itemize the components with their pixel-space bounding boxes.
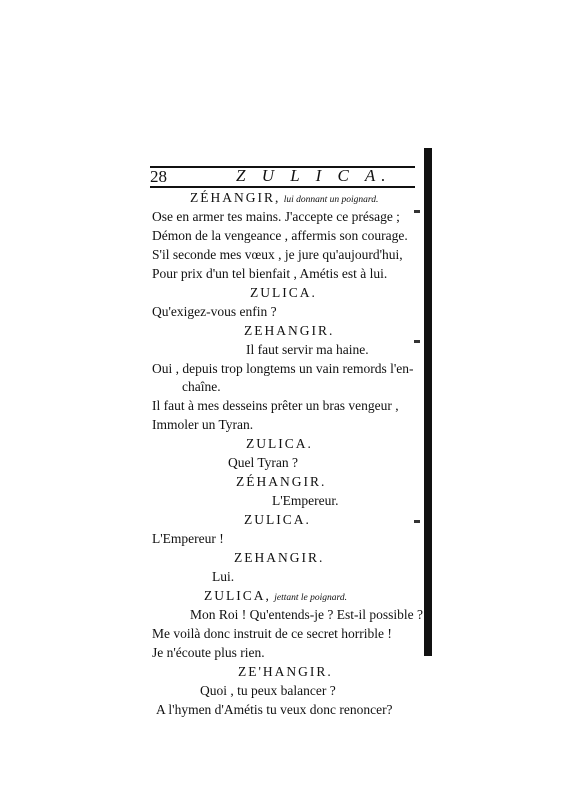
verse-line: Oui , depuis trop longtems un vain remords l'en- — [152, 361, 414, 376]
speaker-name: ZULICA. — [250, 285, 317, 300]
page-number: 28 — [150, 167, 167, 186]
verse-line: L'Empereur ! — [152, 531, 224, 546]
verse-line: Quoi , tu peux balancer ? — [200, 683, 336, 698]
page-edge-shadow — [424, 148, 432, 656]
edge-speck — [414, 340, 420, 343]
verse-line: A l'hymen d'Amétis tu veux donc renoncer? — [156, 702, 393, 717]
verse-line: Démon de la vengeance , affermis son courage. — [152, 228, 408, 243]
verse-line: Mon Roi ! Qu'entends-je ? Est-il possible ? — [190, 607, 424, 622]
verse-line: Il faut à mes desseins prêter un bras vengeur , — [152, 398, 399, 413]
verse-line: S'il seconde mes vœux , je jure qu'aujourd'hui, — [152, 247, 403, 262]
verse-line: Qu'exigez-vous enfin ? — [152, 304, 277, 319]
stage-direction: jettant le poignard. — [274, 593, 347, 603]
verse-line: Je n'écoute plus rien. — [152, 645, 265, 660]
verse-line: Immoler un Tyran. — [152, 417, 254, 432]
speaker-name: ZULICA. — [244, 512, 311, 527]
speaker-name: ZEHANGIR. — [234, 550, 325, 565]
speaker-name: ZULICA. — [246, 436, 313, 451]
verse-line: L'Empereur. — [272, 493, 339, 508]
speaker-line — [190, 191, 378, 206]
verse-line: Pour prix d'un tel bienfait , Amétis est à lui. — [152, 266, 388, 281]
speaker-name: ZEHANGIR. — [244, 323, 335, 338]
edge-speck — [414, 210, 420, 213]
header-bottom-rule — [150, 186, 415, 188]
edge-speck — [414, 520, 420, 523]
verse-line: chaîne. — [182, 379, 221, 394]
speaker-name: ZÉHANGIR. — [236, 474, 327, 489]
running-title: Z U L I C A. — [236, 166, 392, 185]
speaker-name: ZE'HANGIR. — [238, 664, 333, 679]
verse-line: Lui. — [212, 569, 235, 584]
speaker-name: ZÉHANGIR, — [190, 190, 281, 205]
verse-line: Me voilà donc instruit de ce secret horrible ! — [152, 626, 392, 641]
verse-line: Quel Tyran ? — [228, 455, 299, 470]
speaker-name: ZULICA, — [204, 588, 271, 603]
verse-line: Ose en armer tes mains. J'accepte ce présage ; — [152, 209, 400, 224]
verse-line: Il faut servir ma haine. — [246, 342, 369, 357]
speaker-line — [204, 589, 347, 604]
stage-direction: lui donnant un poignard. — [283, 195, 379, 205]
